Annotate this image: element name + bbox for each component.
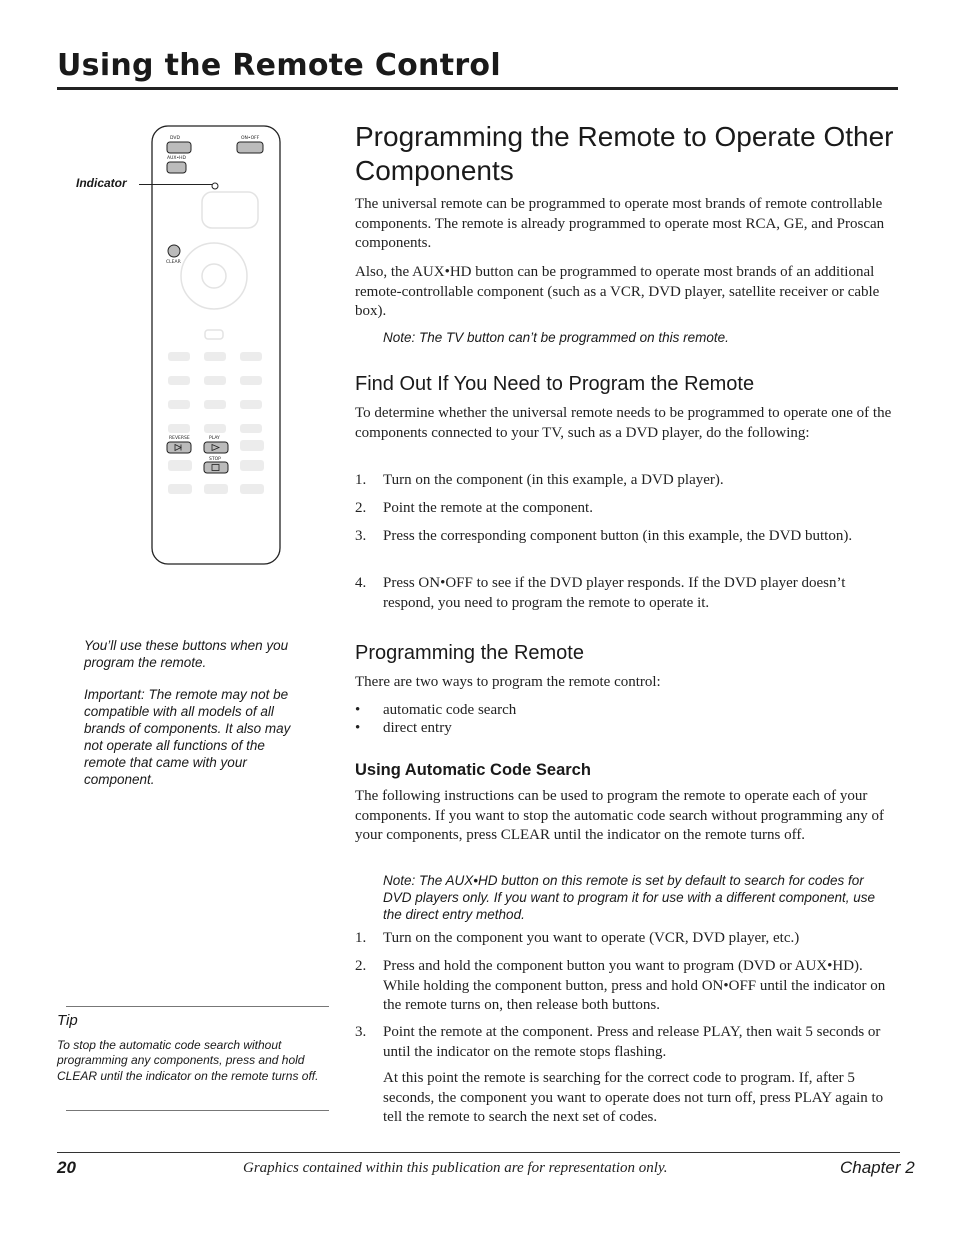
remote-aux-hd-label: AUX•HD <box>167 156 186 161</box>
step-number: 4. <box>355 575 367 591</box>
page-title: Programming the Remote to Operate Other Components <box>355 121 894 186</box>
bullet-glyph: • <box>355 720 361 736</box>
step-number: 2. <box>355 500 367 516</box>
indicator-callout-label: Indicator <box>76 176 127 190</box>
bullet-text: automatic code search <box>383 702 517 718</box>
remote-illustration <box>150 124 282 566</box>
remote-reverse-label: REVERSE <box>169 436 190 441</box>
page-header-title: Using the Remote Control <box>57 48 501 83</box>
bullet-text: direct entry <box>383 720 452 736</box>
step-number: 1. <box>355 472 367 488</box>
remote-dvd-label: DVD <box>170 136 180 141</box>
section-heading-programming: Programming the Remote <box>355 642 584 664</box>
step-text: Turn on the component you want to operate (VCR, DVD player, etc.) <box>383 930 800 946</box>
aux-hd-note: Note: The AUX•HD button on this remote is set by default to search for codes for DVD players only. If you want to program it for use with a different component, use the direct entry method. <box>383 873 875 922</box>
section1-intro: To determine whether the universal remote needs to be programmed to operate one of the components connected to your TV, such as a DVD player, do the following: <box>355 405 892 441</box>
step-number: 3. <box>355 528 367 544</box>
sidebar-important-note: Important: The remote may not be compatible with all models of all brands of components. It also may not operate all functions of the remote that came with your component. <box>84 687 291 787</box>
tv-button-note: Note: The TV button can’t be programmed on this remote. <box>383 330 729 345</box>
auto-search-intro: The following instructions can be used to program the remote to operate each of your components. If you want to stop the automatic code search without programming any of your components, press CLEAR until the indicator on the remote turns off. <box>355 788 885 843</box>
tip-top-rule <box>66 1006 329 1007</box>
step-number: 1. <box>355 930 367 946</box>
tip-text: To stop the automatic code search without programming any components, press and hold CLEAR until the indicator on the remote turns off. <box>57 1038 319 1083</box>
bullet-glyph: • <box>355 702 361 718</box>
header-rule <box>57 87 898 90</box>
step-text: Press ON•OFF to see if the DVD player responds. If the DVD player doesn’t respond, you need to program the remote to operate it. <box>383 575 846 611</box>
footer-disclaimer: Graphics contained within this publication are for representation only. <box>243 1160 668 1176</box>
step-number: 3. <box>355 1024 367 1040</box>
intro-paragraph-2: Also, the AUX•HD button can be programmed to operate most brands of an additional remote-controllable component (such as a VCR, DVD player, satellite receiver or cable box). <box>355 264 880 319</box>
chapter-label: Chapter 2 <box>840 1158 915 1177</box>
indicator-callout-line <box>139 184 212 185</box>
step-text: Point the remote at the component. Press and release PLAY, then wait 5 seconds or until the indicator on the remote stops flashing. <box>383 1024 881 1060</box>
remote-drawing <box>150 124 282 566</box>
section2-intro: There are two ways to program the remote control: <box>355 674 661 690</box>
step-text: Press the corresponding component button (in this example, the DVD button). <box>383 528 853 544</box>
section-heading-find-out: Find Out If You Need to Program the Remote <box>355 373 755 395</box>
tip-title: Tip <box>57 1012 78 1029</box>
remote-stop-label: STOP <box>209 457 221 462</box>
subheading-automatic-code-search: Using Automatic Code Search <box>355 761 591 779</box>
remote-clear-label: CLEAR <box>166 260 181 265</box>
page-number: 20 <box>57 1158 76 1177</box>
step-text: Point the remote at the component. <box>383 500 593 516</box>
remote-play-label: PLAY <box>209 436 220 441</box>
sidebar-note-buttons: You’ll use these buttons when you program the remote. <box>84 638 289 670</box>
step3-continuation: At this point the remote is searching for the correct code to program. If, after 5 seconds, the component you want to operate does not turn off, press PLAY again to tell the remote to search the next set of codes. <box>383 1070 884 1125</box>
tip-bottom-rule <box>66 1110 329 1111</box>
remote-on-off-label: ON•OFF <box>241 136 260 141</box>
intro-paragraph-1: The universal remote can be programmed to operate most brands of remote controllable components. The remote is already programmed to operate most RCA, GE, and Proscan components. <box>355 196 885 251</box>
footer-rule <box>57 1152 900 1153</box>
step-text: Turn on the component (in this example, a DVD player). <box>383 472 724 488</box>
step-number: 2. <box>355 958 367 974</box>
step-text: Press and hold the component button you want to program (DVD or AUX•HD). While holding the component button, press and hold ON•OFF until the indicator on the remote turns on, then release both buttons. <box>383 958 886 1013</box>
